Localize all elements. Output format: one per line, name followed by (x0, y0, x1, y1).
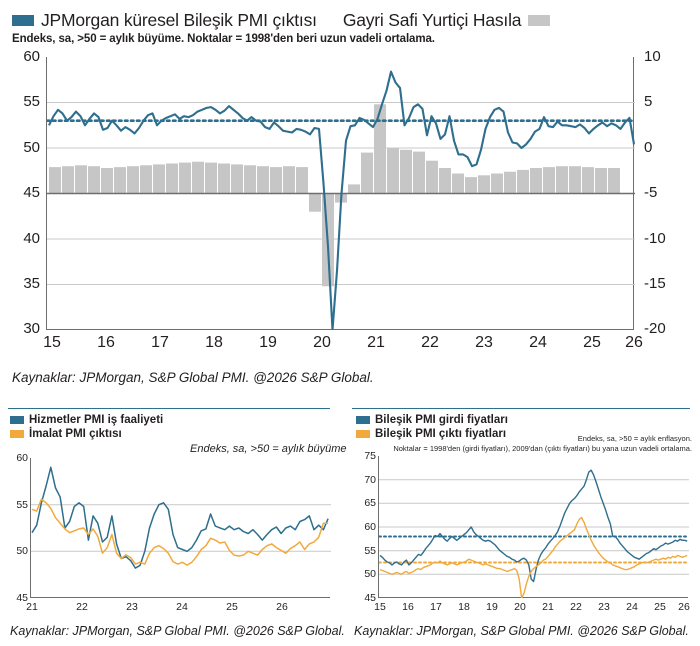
legend-label-input-prices: Bileşik PMI girdi fiyatları (375, 414, 508, 426)
legend-label-services: Hizmetler PMI iş faaliyeti (29, 414, 164, 426)
right-plot-svg (379, 456, 689, 598)
legend-label-pmi: JPMorgan küresel Bileşik PMI çıktısı (41, 9, 317, 30)
main-legend (12, 8, 688, 32)
services-line (32, 467, 328, 568)
right-x-label-23: 23 (598, 601, 610, 613)
legend-swatch-output-prices (356, 430, 370, 438)
right-x-label-25: 25 (654, 601, 666, 613)
x-axis-label-22: 22 (421, 334, 439, 351)
left-legend-row-manufacturing (10, 428, 163, 440)
y2-axis-label-minus5: -5 (644, 184, 658, 201)
y2-axis-label-10: 10 (644, 48, 661, 65)
legend-swatch-line (12, 15, 34, 26)
manufacturing-line (32, 499, 328, 565)
left-plot-area (30, 458, 330, 598)
left-legend-row-services (10, 414, 163, 426)
legend-label-gdp: Gayri Safi Yurtiçi Hasıla (342, 9, 522, 30)
y-axis-label-55: 55 (23, 93, 40, 110)
right-panel-source: Kaynaklar: JPMorgan, S&P Global PMI. @2026 S&P Global. (354, 624, 689, 638)
left-panel-note: Endeks, sa, >50 = aylık büyüme (190, 443, 347, 455)
right-y-label-60: 60 (364, 521, 376, 533)
left-x-label-22: 22 (76, 601, 88, 613)
y-axis-label-50: 50 (23, 139, 40, 156)
y2-axis-label-minus20: -20 (644, 320, 666, 337)
left-y-label-55: 55 (16, 499, 28, 511)
right-plot-area (378, 456, 688, 598)
left-x-label-25: 25 (226, 601, 238, 613)
right-panel-note-line1: Endeks, sa, >50 = aylık enflasyon. (577, 434, 692, 443)
right-y-label-55: 55 (364, 545, 376, 557)
left-x-label-23: 23 (126, 601, 138, 613)
right-x-label-24: 24 (626, 601, 638, 613)
legend-swatch-input-prices (356, 416, 370, 424)
y2-axis-label-5: 5 (644, 93, 653, 110)
left-panel-divider (8, 408, 330, 409)
input-prices-line (380, 470, 687, 581)
main-subtitle: Endeks, sa, >50 = aylık büyüme. Noktalar = 1998'den beri uzun vadeli ortalama. (12, 33, 435, 45)
right-y-label-50: 50 (364, 568, 376, 580)
right-panel-note-line2: Noktalar = 1998'den (girdi fiyatları), 2009'dan (çıktı fiyatları) bu yana uzun vadeli ortalama. (393, 444, 692, 453)
right-x-label-17: 17 (430, 601, 442, 613)
x-axis-label-24: 24 (529, 334, 547, 351)
legend-label-manufacturing: İmalat PMI çıktısı (29, 428, 122, 440)
left-x-label-26: 26 (276, 601, 288, 613)
pmi-line (49, 72, 634, 330)
left-panel-legend (10, 414, 163, 442)
left-plot-svg (31, 458, 331, 598)
left-y-label-60: 60 (16, 452, 28, 464)
left-x-label-24: 24 (176, 601, 188, 613)
x-axis-label-19: 19 (259, 334, 277, 351)
right-panel-divider (352, 408, 690, 409)
right-y-label-70: 70 (364, 474, 376, 486)
left-panel-source: Kaynaklar: JPMorgan, S&P Global PMI. @2026 S&P Global. (10, 624, 345, 638)
right-y-label-65: 65 (364, 497, 376, 509)
left-y-label-50: 50 (16, 545, 28, 557)
right-x-label-16: 16 (402, 601, 414, 613)
legend-label-output-prices: Bileşik PMI çıktı fiyatları (375, 428, 507, 440)
y2-axis-label-0: 0 (644, 139, 653, 156)
x-axis-label-20: 20 (313, 334, 331, 351)
left-y-label-45: 45 (16, 592, 28, 604)
x-axis-label-26: 26 (625, 334, 643, 351)
right-x-label-19: 19 (486, 601, 498, 613)
legend-swatch-bar (528, 15, 550, 26)
main-source: Kaynaklar: JPMorgan, S&P Global PMI. @2026 S&P Global. (12, 370, 374, 385)
left-x-label-21: 21 (26, 601, 38, 613)
y-axis-label-60: 60 (23, 48, 40, 65)
main-plot-svg (47, 57, 635, 330)
y-axis-label-30: 30 (23, 320, 40, 337)
x-axis-label-23: 23 (475, 334, 493, 351)
right-legend-row-input (356, 414, 508, 426)
right-y-label-75: 75 (364, 450, 376, 462)
y-axis-label-40: 40 (23, 230, 40, 247)
right-x-label-21: 21 (542, 601, 554, 613)
legend-swatch-services (10, 416, 24, 424)
x-axis-label-17: 17 (151, 334, 169, 351)
main-plot-area (46, 57, 634, 330)
x-axis-label-16: 16 (97, 334, 115, 351)
right-x-label-20: 20 (514, 601, 526, 613)
y2-axis-label-minus15: -15 (644, 275, 666, 292)
x-axis-label-21: 21 (367, 334, 385, 351)
x-axis-label-15: 15 (43, 334, 61, 351)
y-axis-label-45: 45 (23, 184, 40, 201)
right-x-label-22: 22 (570, 601, 582, 613)
legend-swatch-manufacturing (10, 430, 24, 438)
right-x-label-18: 18 (458, 601, 470, 613)
right-x-label-15: 15 (374, 601, 386, 613)
right-y-label-45: 45 (364, 592, 376, 604)
y-axis-label-35: 35 (23, 275, 40, 292)
x-axis-label-18: 18 (205, 334, 223, 351)
right-x-label-26: 26 (678, 601, 690, 613)
x-axis-label-25: 25 (583, 334, 601, 351)
y2-axis-label-minus10: -10 (644, 230, 666, 247)
